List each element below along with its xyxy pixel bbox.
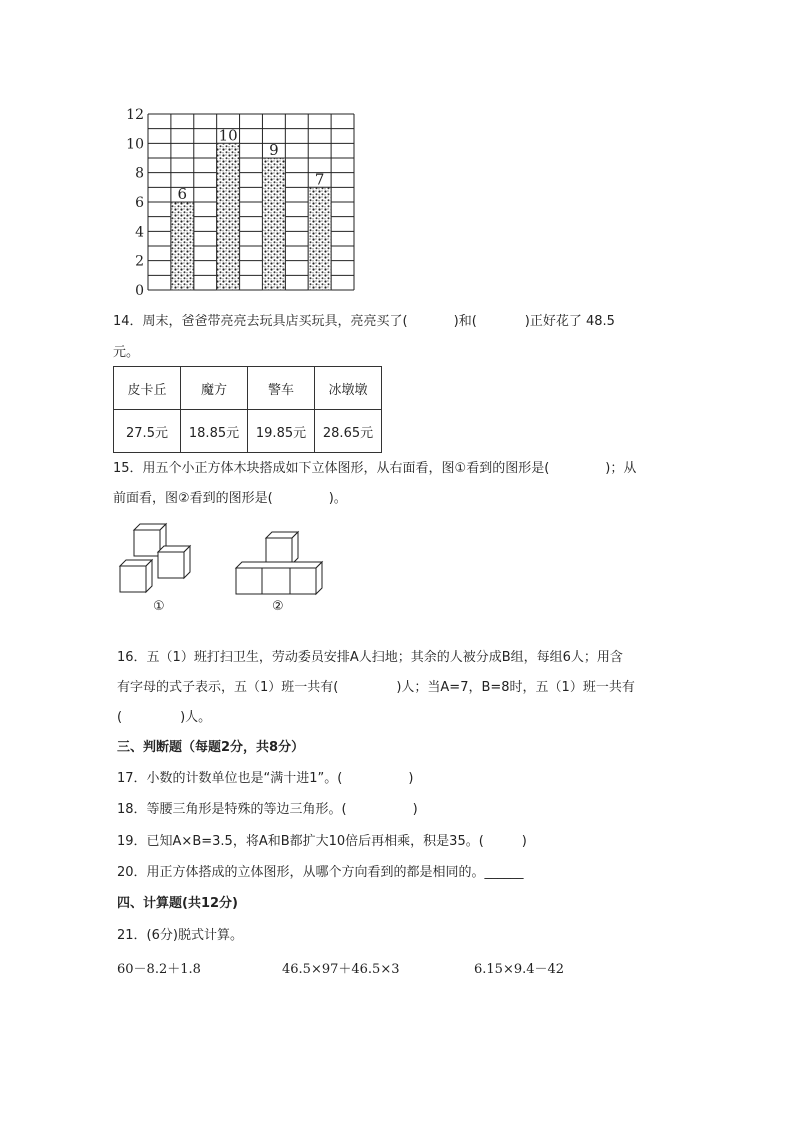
bar-4 — [308, 187, 331, 290]
price-table-value-row — [114, 410, 382, 453]
q15-text-d: )。 — [328, 491, 347, 506]
q17-close: ) — [408, 771, 414, 786]
question-20: 20．用正方体搭成的立体图形，从哪个方向看到的都是相同的。______ — [117, 865, 524, 880]
bar-3 — [262, 158, 285, 290]
q16-text-c: ( — [117, 710, 123, 725]
question-16-line3 — [117, 708, 211, 728]
q19-close: ) — [521, 834, 527, 849]
q14-text-c: )正好花了 48.5 — [524, 314, 615, 329]
table-cell: 警车 — [248, 367, 315, 410]
question-15-line2 — [113, 489, 347, 509]
bar-data-label: 10 — [218, 126, 238, 145]
figure-2-cubes — [230, 528, 330, 600]
price-table-header-row — [114, 367, 382, 410]
q16-text-d: )人。 — [180, 710, 212, 725]
question-19 — [117, 832, 527, 852]
bar-chart — [120, 100, 370, 300]
q18-text: 18．等腰三角形是特殊的等边三角形。( — [117, 802, 347, 817]
table-cell: 19.85元 — [248, 410, 315, 453]
bar-1 — [171, 202, 194, 290]
table-cell: 冰墩墩 — [315, 367, 382, 410]
question-15-line1 — [113, 459, 636, 479]
q14-line2: 元。 — [113, 345, 140, 360]
y-tick-label: 8 — [135, 165, 144, 182]
q16-text-a: 有字母的式子表示，五（1）班一共有( — [117, 680, 339, 695]
q15-text-b: )；从 — [605, 461, 637, 476]
question-21-title: 21．(6分)脱式计算。 — [117, 928, 243, 943]
q14-text-a: 14．周末，爸爸带亮亮去玩具店买玩具，亮亮买了( — [113, 314, 408, 329]
figure-1-cubes — [116, 520, 196, 600]
figure-2-label: ② — [272, 599, 284, 614]
calc-expression: 60－8.2＋1.8 — [117, 962, 201, 977]
y-tick-label: 0 — [135, 283, 144, 299]
y-tick-label: 10 — [126, 136, 144, 153]
section-4-heading: 四、计算题(共12分) — [117, 896, 238, 911]
table-cell: 18.85元 — [181, 410, 248, 453]
q14-text-b: )和( — [453, 314, 477, 329]
y-tick-label: 2 — [135, 253, 144, 270]
section-3-heading: 三、判断题（每题2分，共8分） — [117, 740, 305, 755]
table-cell: 魔方 — [181, 367, 248, 410]
y-tick-label: 12 — [126, 107, 144, 123]
calc-expression: 6.15×9.4－42 — [474, 962, 565, 977]
y-tick-label: 6 — [135, 195, 144, 211]
bar-2 — [217, 143, 240, 290]
q19-text: 19．已知A×B=3.5，将A和B都扩大10倍后再相乘，积是35。( — [117, 834, 484, 849]
bar-data-label: 6 — [177, 185, 188, 203]
question-18 — [117, 800, 418, 820]
question-16-line1: 16．五（1）班打扫卫生，劳动委员安排A人扫地；其余的人被分成B组，每组6人；用含 — [117, 650, 623, 665]
y-tick-label: 4 — [135, 224, 144, 241]
figure-1-label: ① — [153, 599, 165, 614]
table-cell: 皮卡丘 — [114, 367, 181, 410]
calc-expression: 46.5×97＋46.5×3 — [282, 962, 400, 977]
table-cell: 27.5元 — [114, 410, 181, 453]
q16-text-b: )人；当A=7，B=8时，五（1）班一共有 — [396, 680, 635, 695]
question-14-line1 — [113, 312, 615, 332]
table-cell: 28.65元 — [315, 410, 382, 453]
q15-text-a: 15．用五个小正方体木块搭成如下立体图形，从右面看，图①看到的图形是( — [113, 461, 550, 476]
price-table — [113, 366, 382, 453]
q17-text: 17．小数的计数单位也是“满十进1”。( — [117, 771, 343, 786]
bar-data-label: 9 — [269, 141, 279, 159]
q18-close: ) — [412, 802, 418, 817]
question-16-line2 — [117, 678, 635, 698]
question-17 — [117, 769, 413, 789]
bar-data-label: 7 — [314, 170, 325, 189]
q15-text-c: 前面看，图②看到的图形是( — [113, 491, 273, 506]
